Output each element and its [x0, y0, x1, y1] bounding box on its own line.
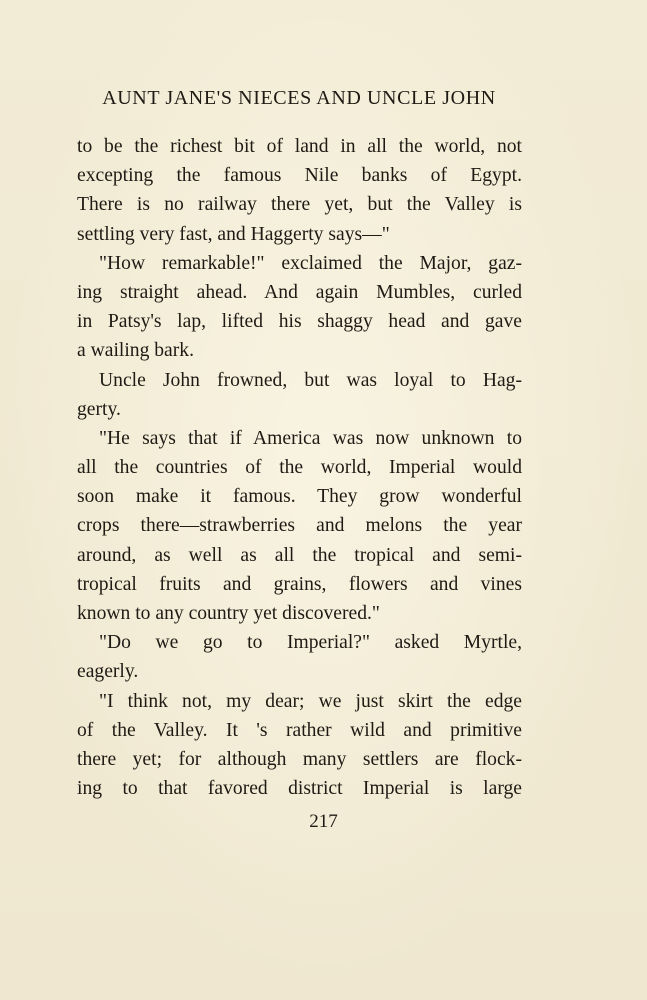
text-line: settling very fast, and Haggerty says—": [77, 223, 390, 245]
text-line: soon make it famous. They grow wonderful: [77, 486, 522, 508]
text-line: gerty.: [77, 398, 121, 420]
text-line: There is no railway there yet, but the Valley is: [77, 194, 522, 216]
text-line: all the countries of the world, Imperial would: [77, 457, 522, 479]
text-line: of the Valley. It 's rather wild and primitive: [77, 719, 522, 741]
text-line: eagerly.: [77, 661, 139, 683]
text-line: there yet; for although many settlers are flock-: [77, 748, 522, 770]
text-line: "I think not, my dear; we just skirt the edge: [99, 690, 522, 712]
running-head: AUNT JANE'S NIECES AND UNCLE JOHN: [102, 87, 496, 109]
page-number: 217: [309, 811, 338, 832]
body-text: [77, 132, 522, 803]
text-line: tropical fruits and grains, flowers and vines: [77, 573, 522, 595]
text-line: "How remarkable!" exclaimed the Major, gaz-: [99, 252, 522, 274]
text-line: ing to that favored district Imperial is large: [77, 778, 522, 800]
text-line: known to any country yet discovered.": [77, 603, 380, 624]
text-line: Uncle John frowned, but was loyal to Hag-: [99, 369, 522, 391]
text-line: "He says that if America was now unknown to: [99, 427, 522, 449]
text-line: crops there—strawberries and melons the year: [77, 515, 522, 537]
text-line: ing straight ahead. And again Mumbles, curled: [77, 281, 522, 303]
text-line: around, as well as all the tropical and semi-: [77, 544, 522, 566]
text-line: "Do we go to Imperial?" asked Myrtle,: [99, 632, 522, 654]
text-line: to be the richest bit of land in all the world, not: [77, 136, 522, 157]
text-line: excepting the famous Nile banks of Egypt.: [77, 165, 522, 187]
text-line: a wailing bark.: [77, 340, 194, 362]
text-line: in Patsy's lap, lifted his shaggy head and gave: [77, 311, 522, 333]
